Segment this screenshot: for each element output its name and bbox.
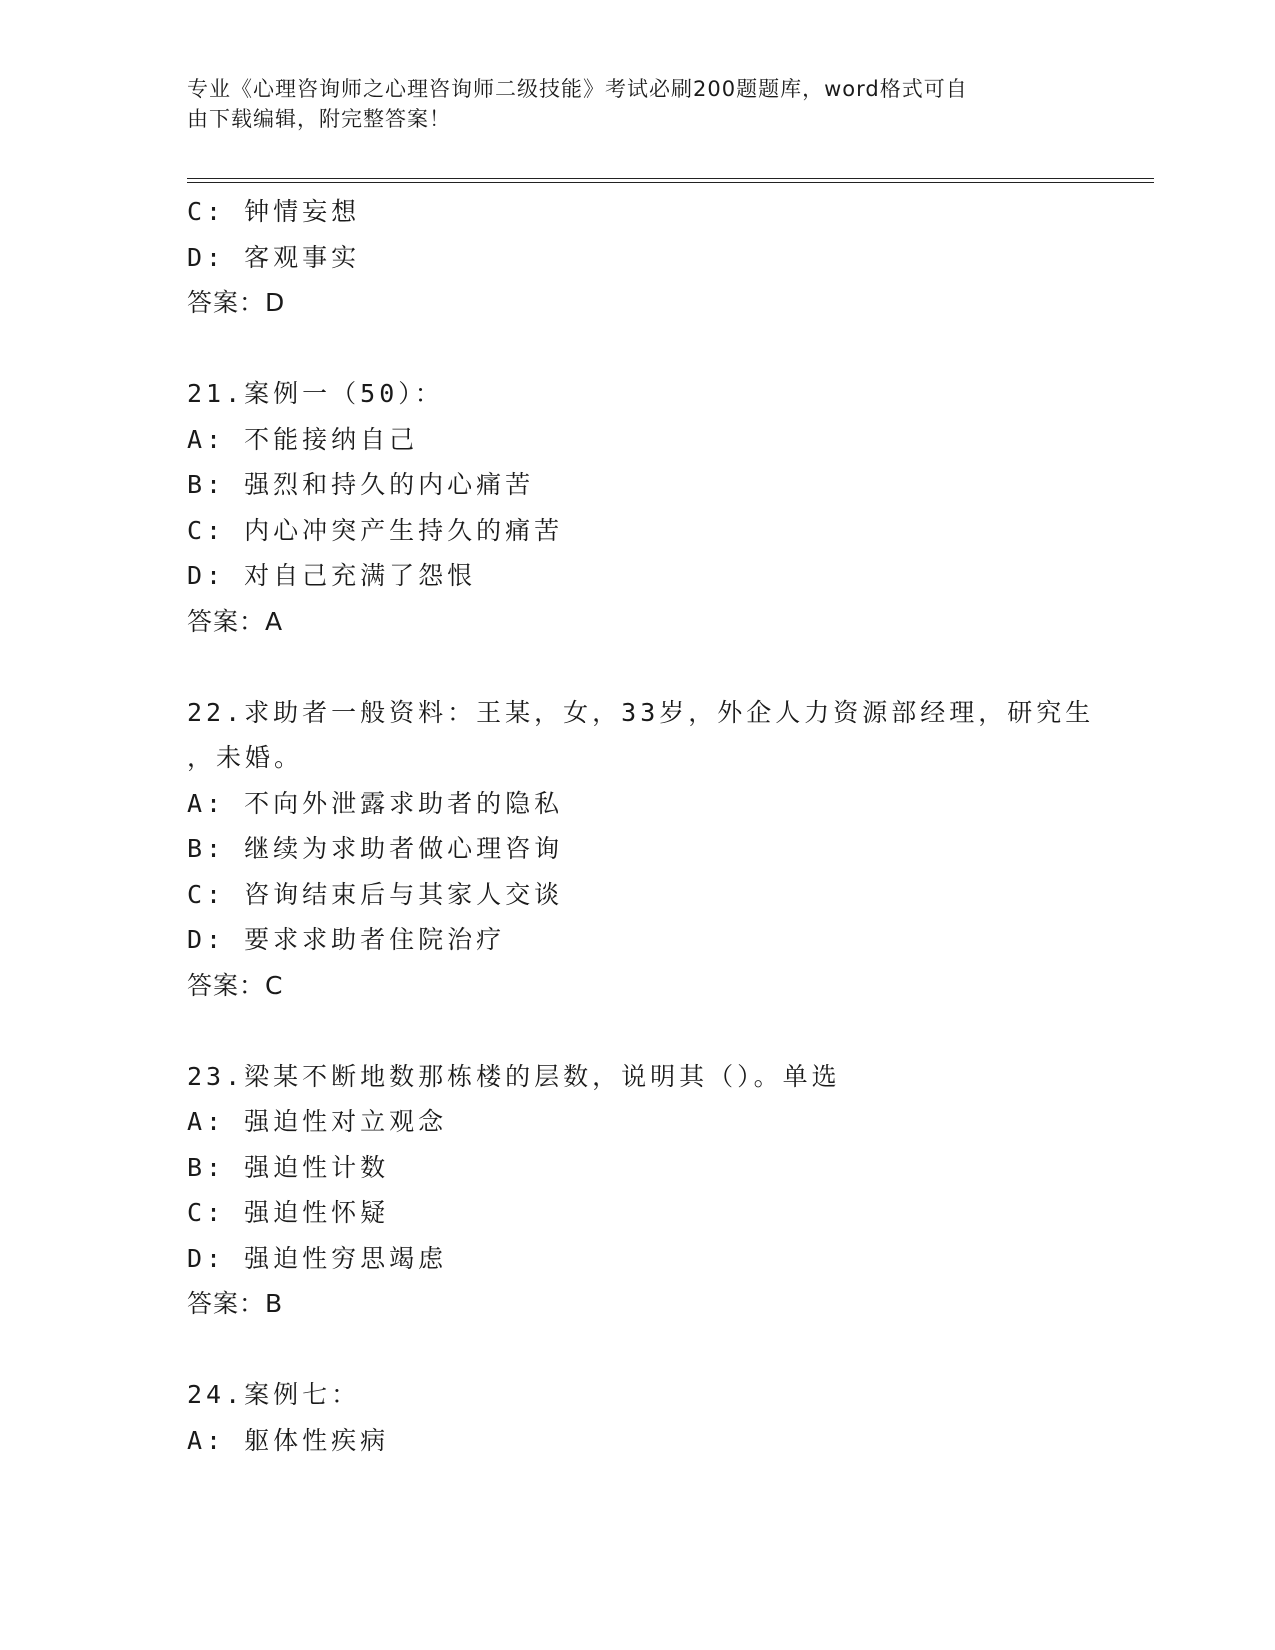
option-a: A: 不向外泄露求助者的隐私 <box>187 788 564 818</box>
option-b: B: 强迫性计数 <box>187 1152 390 1182</box>
question-list <box>187 189 1107 1463</box>
question-block-21 <box>187 371 1107 644</box>
spacer <box>187 326 1107 372</box>
question-block-24 <box>187 1372 1107 1463</box>
option-a: A: 不能接纳自己 <box>187 424 419 454</box>
option-d: D: 对自己充满了怨恨 <box>187 561 477 590</box>
header-line-2: 由下载编辑，附完整答案！ <box>187 107 451 131</box>
document-header <box>187 74 1087 134</box>
answer: 答案：B <box>187 1289 284 1318</box>
answer: 答案：C <box>187 970 284 1000</box>
spacer <box>187 1008 1107 1054</box>
question-block-22 <box>187 690 1107 1009</box>
header-divider-top <box>187 178 1154 179</box>
option-a: A: 强迫性对立观念 <box>187 1107 448 1136</box>
answer: 答案：D <box>187 288 286 317</box>
question-stem: 24.案例七： <box>187 1380 361 1409</box>
option-d: D: 客观事实 <box>187 242 361 272</box>
option-b: B: 强烈和持久的内心痛苦 <box>187 470 535 499</box>
answer: 答案：A <box>187 606 284 636</box>
question-stem-continued: ，未婚。 <box>187 743 304 772</box>
option-d: D: 要求求助者住院治疗 <box>187 925 506 954</box>
option-a: A: 躯体性疾病 <box>187 1425 390 1455</box>
option-c: C: 咨询结束后与其家人交谈 <box>187 879 564 909</box>
question-stem: 22.求助者一般资料：王某，女，33岁，外企人力资源部经理，研究生 <box>187 697 1095 727</box>
option-d: D: 强迫性穷思竭虑 <box>187 1243 448 1273</box>
question-stem: 23.梁某不断地数那栋楼的层数，说明其（）。单选 <box>187 1061 841 1091</box>
header-line-1: 专业《心理咨询师之心理咨询师二级技能》考试必刷200题题库，word格式可自 <box>187 77 968 101</box>
spacer <box>187 644 1107 690</box>
option-b: B: 继续为求助者做心理咨询 <box>187 834 564 863</box>
question-block-23 <box>187 1054 1107 1327</box>
option-c: C: 钟情妄想 <box>187 197 361 226</box>
option-c: C: 内心冲突产生持久的痛苦 <box>187 515 564 545</box>
spacer <box>187 1327 1107 1373</box>
header-divider-bottom <box>187 182 1154 183</box>
question-stem: 21.案例一（50）： <box>187 379 444 408</box>
option-c: C: 强迫性怀疑 <box>187 1198 390 1227</box>
question-block-20 <box>187 189 1107 326</box>
